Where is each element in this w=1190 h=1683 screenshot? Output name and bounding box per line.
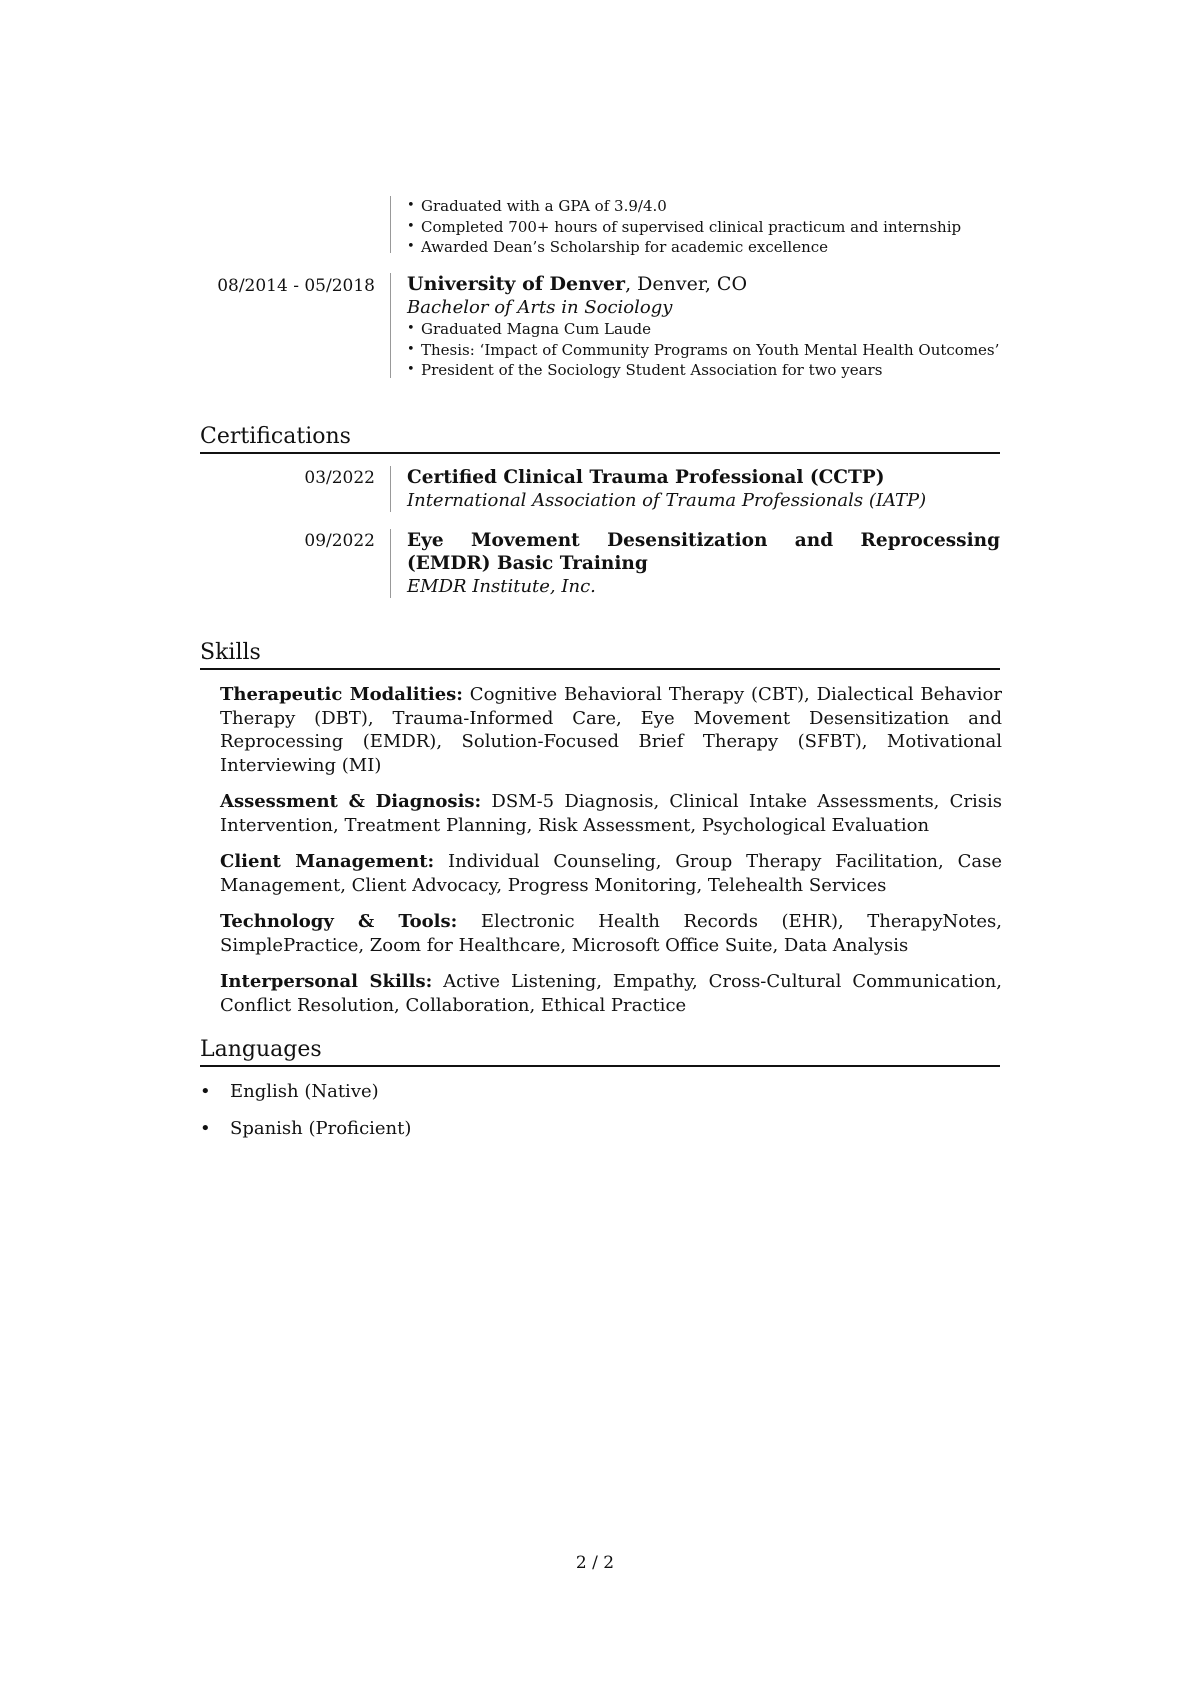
- education-bullets: [407, 319, 1000, 381]
- skills-list: [220, 683, 1002, 1030]
- section-heading-languages: Languages: [200, 1036, 1000, 1067]
- timeline-rule: [390, 273, 391, 378]
- skill-group-label: Technology & Tools:: [220, 911, 458, 932]
- skill-group: [220, 790, 1002, 837]
- skill-group: [220, 850, 1002, 897]
- skill-group-text: Active Listening, Empathy, Cross-Cultural Communication, Conflict Resolution, Collaboration, Ethical Practice: [220, 971, 1002, 1016]
- skill-group-text: Individual Counseling, Group Therapy Facilitation, Case Management, Client Advocacy, Progress Monitoring, Telehealth Services: [220, 851, 1002, 896]
- list-item: • Spanish (Proficient): [200, 1117, 1000, 1140]
- section-heading-skills: Skills: [200, 639, 1000, 670]
- institution-name: University of Denver: [407, 273, 626, 295]
- certification-name: Eye Movement Desensitization and Reprocessing (EMDR) Basic Training: [407, 530, 1000, 574]
- certification-issuer: EMDR Institute, Inc.: [407, 576, 596, 597]
- skill-group: [220, 683, 1002, 777]
- skill-group: [220, 970, 1002, 1017]
- education-bullets: [407, 196, 1000, 258]
- certification-issuer: International Association of Trauma Professionals (IATP): [407, 490, 927, 511]
- education-entry: [200, 273, 1000, 378]
- list-item: • President of the Sociology Student Association for two years: [407, 360, 1000, 381]
- entry-title: [407, 273, 1000, 296]
- section-heading-certifications: Certifications: [200, 423, 1000, 454]
- timeline-rule: [390, 196, 391, 253]
- skill-group-label: Client Management:: [220, 851, 435, 872]
- skill-group-label: Interpersonal Skills:: [220, 971, 433, 992]
- skill-group-text: Cognitive Behavioral Therapy (CBT), Dialectical Behavior Therapy (DBT), Trauma-Informed Care, Eye Movement Desensitization and Reprocessing (EMDR), Solution-Focused Brief Therapy (SFBT), Motivational Interviewing (MI): [220, 684, 1002, 776]
- institution-location: , Denver, CO: [625, 273, 748, 295]
- timeline-rule: [390, 466, 391, 512]
- page-number: 2 / 2: [575, 1553, 615, 1573]
- certification-entry: [200, 466, 1000, 512]
- skill-group-label: Therapeutic Modalities:: [220, 684, 463, 705]
- list-item: • Completed 700+ hours of supervised clinical practicum and internship: [407, 217, 1000, 238]
- list-item: • Graduated Magna Cum Laude: [407, 319, 1000, 340]
- entry-date: 09/2022: [304, 531, 375, 551]
- education-entry-continued: [200, 196, 1000, 256]
- list-item: • English (Native): [200, 1080, 1000, 1103]
- degree: Bachelor of Arts in Sociology: [407, 297, 673, 318]
- languages-list: [200, 1080, 1000, 1154]
- list-item: • Graduated with a GPA of 3.9/4.0: [407, 196, 1000, 217]
- list-item: • Thesis: ‘Impact of Community Programs on Youth Mental Health Outcomes’: [407, 340, 1000, 361]
- list-item: • Awarded Dean’s Scholarship for academic excellence: [407, 237, 1000, 258]
- skill-group-text: Electronic Health Records (EHR), TherapyNotes, SimplePractice, Zoom for Healthcare, Microsoft Office Suite, Data Analysis: [220, 911, 1002, 956]
- skill-group-label: Assessment & Diagnosis:: [220, 791, 482, 812]
- entry-date: 03/2022: [304, 468, 375, 488]
- certification-entry: [200, 529, 1000, 598]
- skill-group: [220, 910, 1002, 957]
- timeline-rule: [390, 529, 391, 598]
- entry-date: 08/2014 - 05/2018: [217, 276, 375, 296]
- certification-name: Certified Clinical Trauma Professional (CCTP): [407, 467, 885, 488]
- skill-group-text: DSM-5 Diagnosis, Clinical Intake Assessments, Crisis Intervention, Treatment Planning, Risk Assessment, Psychological Evaluation: [220, 791, 1002, 836]
